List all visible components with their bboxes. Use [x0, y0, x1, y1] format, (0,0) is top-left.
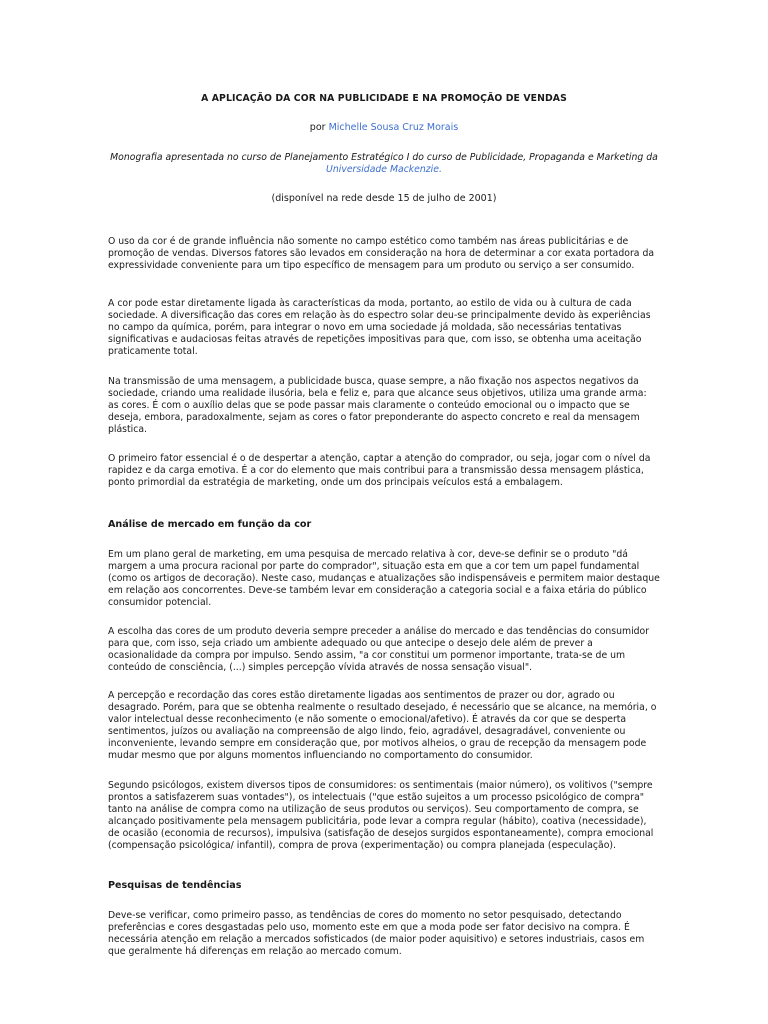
paragraph: A percepção e recordação das cores estão diretamente ligadas aos sentimentos de prazer ou dor, agrado ou desagrado. Porém, para que se obtenha realmente o resultado desejado, é necessário que se alcance, na memória, o valor intelectual desse reconhecimento (e não somente o emocional/afetivo). É através da cor que se desperta sentimentos, juízos ou avaliação na compreensão de algo lindo, feio, agradável, desagradável, conveniente ou inconveniente, levando sempre em consideração que, por motivos alheios, o grau de recepção da mensagem pode mudar mesmo que por alguns momentos influenciando no comportamento do consumidor. [108, 690, 657, 761]
author-line [108, 122, 660, 133]
availability-note: (disponível na rede desde 15 de julho de 2001) [271, 193, 497, 204]
monograph-note [108, 152, 660, 176]
author-link[interactable]: Michelle Sousa Cruz Morais [328, 122, 459, 133]
document-title: A APLICAÇÃO DA COR NA PUBLICIDADE E NA PROMOÇÃO DE VENDAS [201, 93, 567, 104]
paragraph: Segundo psicólogos, existem diversos tipos de consumidores: os sentimentais (maior número), os volitivos ("sempre prontos a satisfazerem suas vontades"), os intelectuais ("que estão sujeitos a um processo psicológico de compra" tanto na análise de compra como na utilização de seus produtos ou serviços). Seu comportamento de compra, se alcançado positivamente pela mensagem publicitária, pode levar a compra regular (hábito), coativa (necessidade), de ocasião (economia de recursos), impulsiva (satisfação de desejos surgidos espontaneamente), compra emocional (compensação psicológica/ infantil), compra de prova (experimentação) ou compra planejada (especulação). [108, 780, 654, 851]
paragraph: Em um plano geral de marketing, em uma pesquisa de mercado relativa à cor, deve-se definir se o produto "dá margem a uma procura racional por parte do comprador", situação esta em que a cor tem um papel fundamental (como os artigos de decoração). Neste caso, mudanças e atualizações são indispensáveis e permitem maior destaque em relação aos concorrentes. Deve-se também levar em consideração a categoria social e a faixa etária do público consumidor potencial. [108, 549, 660, 608]
by-label: por [309, 122, 326, 133]
university-link[interactable]: Universidade Mackenzie. [326, 164, 442, 175]
paragraph: O primeiro fator essencial é o de despertar a atenção, captar a atenção do comprador, ou seja, jogar com o nível da rapidez e da carga emotiva. É a cor do elemento que mais contribui para a transmissão dessa mensagem plástica, ponto primordial da estratégia de marketing, onde um dos principais veículos está a embalagem. [108, 453, 651, 488]
monograph-text: Monografia apresentada no curso de Planejamento Estratégico I do curso de Publicidade, Propaganda e Marketing da [110, 152, 658, 163]
paragraph: Na transmissão de uma mensagem, a publicidade busca, quase sempre, a não fixação nos aspectos negativos da sociedade, criando uma realidade ilusória, bela e feliz e, para que alcance seus objetivos, utiliza uma grande arma: as cores. É com o auxílio delas que se pode passar mais claramente o conteúdo emocional ou o impacto que se deseja, embora, paradoxalmente, sejam as cores o fator preponderante do aspecto concreto e real da mensagem plástica. [108, 376, 647, 435]
paragraph: A escolha das cores de um produto deveria sempre preceder a análise do mercado e das tendências do consumidor para que, com isso, seja criado um ambiente adequado ou que antecipe o desejo dele além de prever a ocasionalidade da compra por impulso. Sendo assim, "a cor constitui um pormenor importante, trata-se de um conteúdo de consciência, (...) simples percepção vívida através de nossa sensação visual". [108, 626, 650, 673]
paragraph: A cor pode estar diretamente ligada às características da moda, portanto, ao estilo de vida ou à cultura de cada sociedade. A diversificação das cores em relação às do espectro solar deu-se principalmente devido às experiências no campo da química, porém, para integrar o novo em uma sociedade já moldada, são necessárias tentativas significativas e audaciosas feitas através de repetições impositivas para que, com isso, se obtenha uma aceitação praticamente total. [108, 298, 651, 357]
paragraph: Deve-se verificar, como primeiro passo, as tendências de cores do momento no setor pesquisado, detectando preferências e cores desgastadas pelo uso, momento este em que a moda pode ser fator decisivo na compra. É necessária atenção em relação a mercados sofisticados (de maior poder aquisitivo) e setores industriais, casos em que geralmente há diferenças em relação ao mercado comum. [108, 910, 645, 957]
section-heading: Análise de mercado em função da cor [108, 519, 312, 530]
paragraph: O uso da cor é de grande influência não somente no campo estético como também nas áreas publicitárias e de promoção de vendas. Diversos fatores são levados em consideração na hora de determinar a cor exata portadora da expressividade conveniente para um tipo específico de mensagem para um produto ou serviço a ser consumido. [108, 236, 655, 271]
section-heading: Pesquisas de tendências [108, 880, 242, 891]
